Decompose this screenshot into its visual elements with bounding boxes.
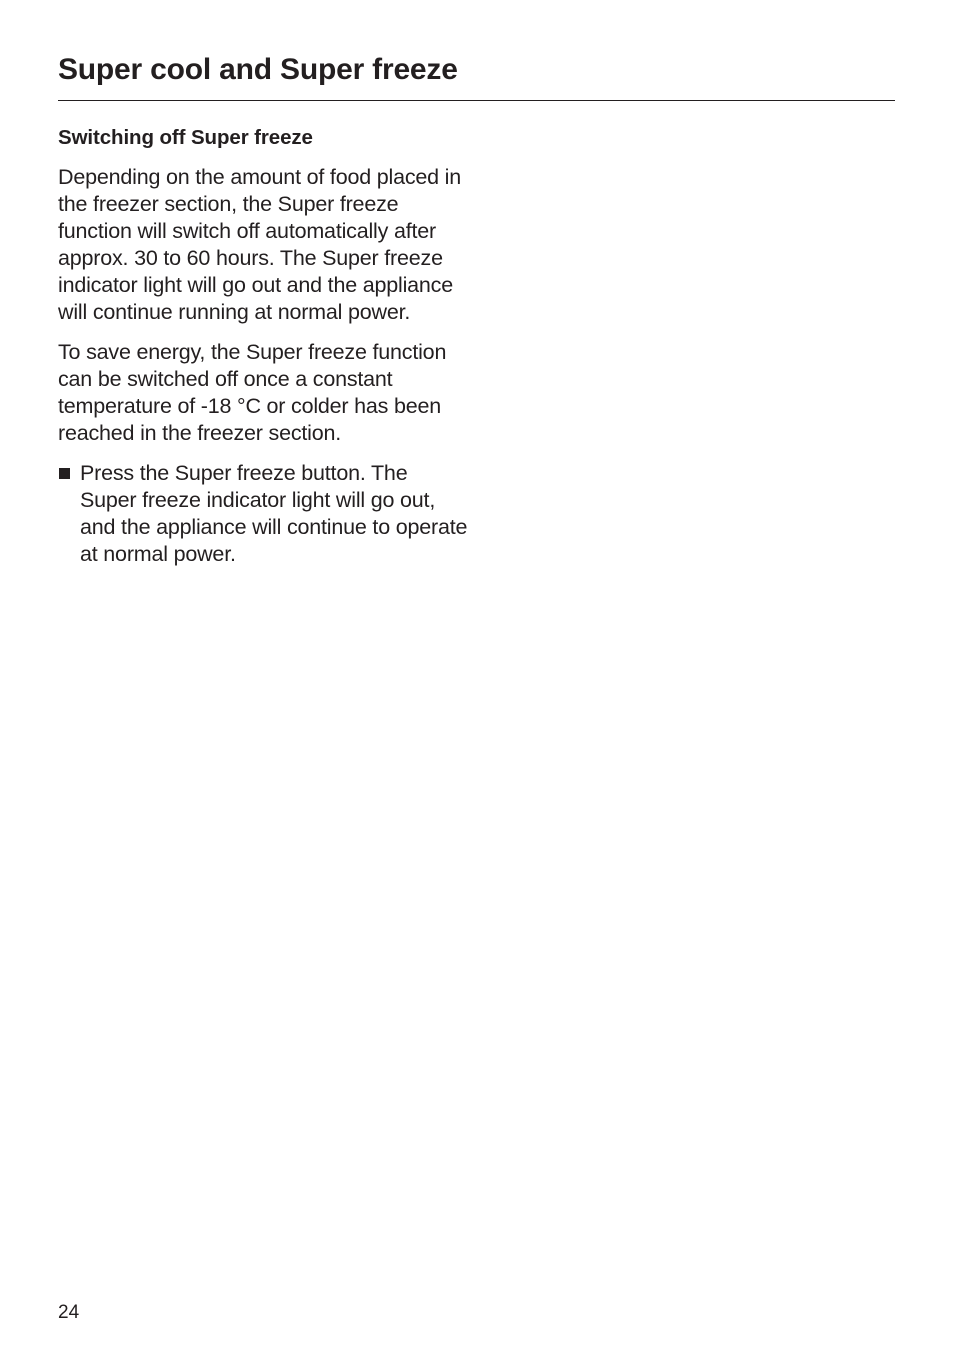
body-paragraph: To save energy, the Super freeze function can be switched off once a constant temperature of -18 °C or colder has been reached in the freezer section. [58, 340, 447, 445]
section-heading: Switching off Super freeze [58, 126, 313, 149]
instruction-step [58, 460, 468, 568]
page-title: Super cool and Super freeze [58, 53, 458, 86]
instruction-step-text: Press the Super freeze button. The Super freeze indicator light will go out, and the appliance will continue to operate at normal power. [80, 461, 468, 566]
main-content [58, 124, 468, 568]
square-bullet-icon [58, 460, 80, 487]
body-paragraph: Depending on the amount of food placed in the freezer section, the Super freeze function will switch off automatically after approx. 30 to 60 hours. The Super freeze indicator light will go out and the appliance will continue running at normal power. [58, 165, 461, 324]
page-number: 24 [58, 1302, 80, 1323]
title-divider [58, 100, 895, 101]
